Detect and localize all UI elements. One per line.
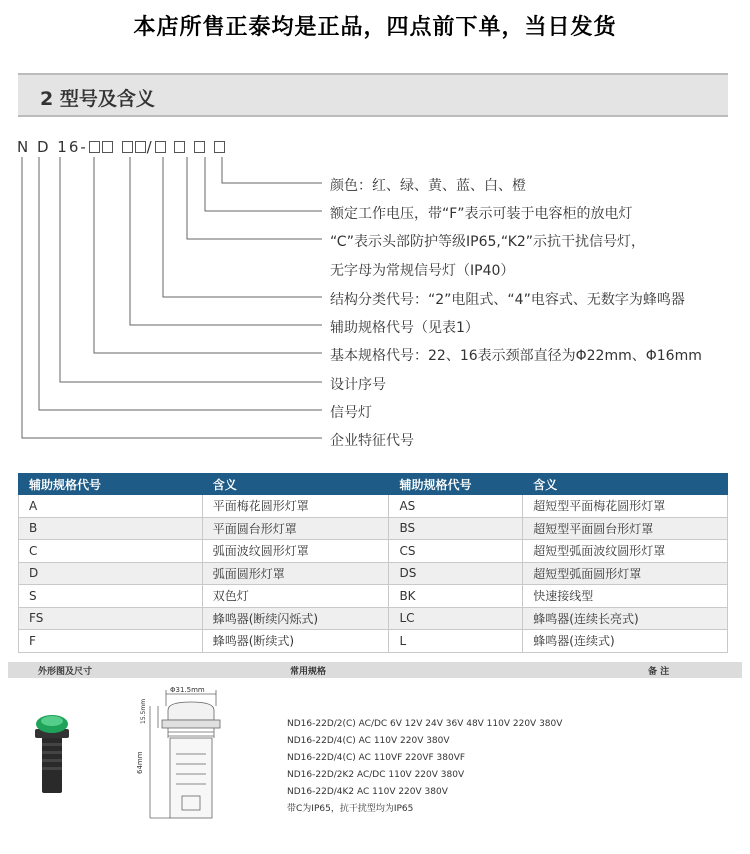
table-cell: A <box>19 495 203 518</box>
desc-enterprise-code: 企业特征代号 <box>330 433 414 449</box>
table-cell: 超短型弧面波纹圆形灯罩 <box>523 540 728 563</box>
dimensions-header-bar <box>8 662 742 678</box>
dim-length: 64mm <box>136 751 144 774</box>
leader-line <box>205 157 322 211</box>
table-cell: AS <box>389 495 523 518</box>
spec-note: 带C为IP65，抗干扰型均为IP65 <box>287 804 414 814</box>
section-title: 2 型号及含义 <box>40 88 155 110</box>
table-row <box>19 517 728 540</box>
table-cell: 超短型弧面圆形灯罩 <box>523 562 728 585</box>
table-row <box>19 495 728 518</box>
header-outline: 外形图及尺寸 <box>38 667 93 677</box>
model-code-prefix: N D 16- <box>17 138 88 156</box>
table-header-cell: 含义 <box>523 474 728 495</box>
table-cell: 双色灯 <box>202 585 389 608</box>
table-cell: 快速接线型 <box>523 585 728 608</box>
table-cell: 平面梅花圆形灯罩 <box>202 495 389 518</box>
dim-head: 15.5mm <box>140 698 147 724</box>
table-cell: 蜂鸣器(连续式) <box>523 630 728 653</box>
desc-protection-2: 无字母为常规信号灯（IP40） <box>330 263 515 279</box>
desc-voltage: 额定工作电压，带“F”表示可装于电容柜的放电灯 <box>330 206 633 222</box>
table-cell: D <box>19 562 203 585</box>
table-cell: 平面圆台形灯罩 <box>202 517 389 540</box>
table-row <box>19 630 728 653</box>
leader-line <box>39 157 322 410</box>
leader-line <box>94 157 322 353</box>
leader-line <box>187 157 322 239</box>
header-common-spec: 常用规格 <box>290 667 327 677</box>
leader-line <box>60 157 322 382</box>
spec-line: ND16-22D/2K2 AC/DC 110V 220V 380V <box>287 770 465 780</box>
table-cell: B <box>19 517 203 540</box>
table-cell: CS <box>389 540 523 563</box>
table-cell: FS <box>19 607 203 630</box>
table-row <box>19 562 728 585</box>
spec-line: ND16-22D/4(C) AC 110V 220V 380V <box>287 736 450 746</box>
signal-lamp-photo <box>33 707 71 795</box>
common-specs-list <box>287 716 562 818</box>
dimension-drawing <box>138 684 258 824</box>
spec-line: ND16-22D/4K2 AC 110V 220V 380V <box>287 787 448 797</box>
table-cell: 弧面波纹圆形灯罩 <box>202 540 389 563</box>
table-cell: S <box>19 585 203 608</box>
table-row <box>19 607 728 630</box>
table-header-row <box>19 474 728 495</box>
table-cell: C <box>19 540 203 563</box>
table-cell: 蜂鸣器(断续式) <box>202 630 389 653</box>
table-cell: 蜂鸣器(断续闪烁式) <box>202 607 389 630</box>
spec-line: ND16-22D/4(C) AC 110VF 220VF 380VF <box>287 753 466 763</box>
table-cell: BK <box>389 585 523 608</box>
leader-line <box>130 157 322 325</box>
model-code-slash: / <box>146 138 154 156</box>
table-cell: BS <box>389 517 523 540</box>
desc-aux-spec: 辅助规格代号（见表1） <box>330 320 479 336</box>
desc-structure: 结构分类代号：“2”电阻式、“4”电容式、无数字为蜂鸣器 <box>330 292 685 308</box>
leader-line <box>222 157 322 183</box>
desc-basic-spec: 基本规格代号：22、16表示颈部直径为Φ22mm、Φ16mm <box>330 348 702 364</box>
table-cell: LC <box>389 607 523 630</box>
spec-line: ND16-22D/2(C) AC/DC 6V 12V 24V 36V 48V 110V 220V 380V <box>287 719 563 729</box>
desc-signal-lamp: 信号灯 <box>330 405 372 421</box>
table-cell: 弧面圆形灯罩 <box>202 562 389 585</box>
aux-spec-table <box>18 473 728 653</box>
header-remarks: 备 注 <box>648 667 670 677</box>
desc-color: 颜色：红、绿、黄、蓝、白、橙 <box>330 178 526 194</box>
table-cell: F <box>19 630 203 653</box>
table-cell: L <box>389 630 523 653</box>
promo-banner: 本店所售正泰均是正品，四点前下单，当日发货 <box>133 15 617 40</box>
table-row <box>19 540 728 563</box>
table-cell: 超短型平面梅花圆形灯罩 <box>523 495 728 518</box>
table-cell: 蜂鸣器(连续长亮式) <box>523 607 728 630</box>
table-row <box>19 585 728 608</box>
table-cell: 超短型平面圆台形灯罩 <box>523 517 728 540</box>
desc-design-no: 设计序号 <box>330 377 386 393</box>
table-header-cell: 辅助规格代号 <box>389 474 523 495</box>
desc-protection: “C”表示头部防护等级IP65,“K2”示抗干扰信号灯， <box>330 234 646 250</box>
table-cell: DS <box>389 562 523 585</box>
table-header-cell: 辅助规格代号 <box>19 474 203 495</box>
dim-diameter: Φ31.5mm <box>170 686 205 694</box>
table-header-cell: 含义 <box>202 474 389 495</box>
